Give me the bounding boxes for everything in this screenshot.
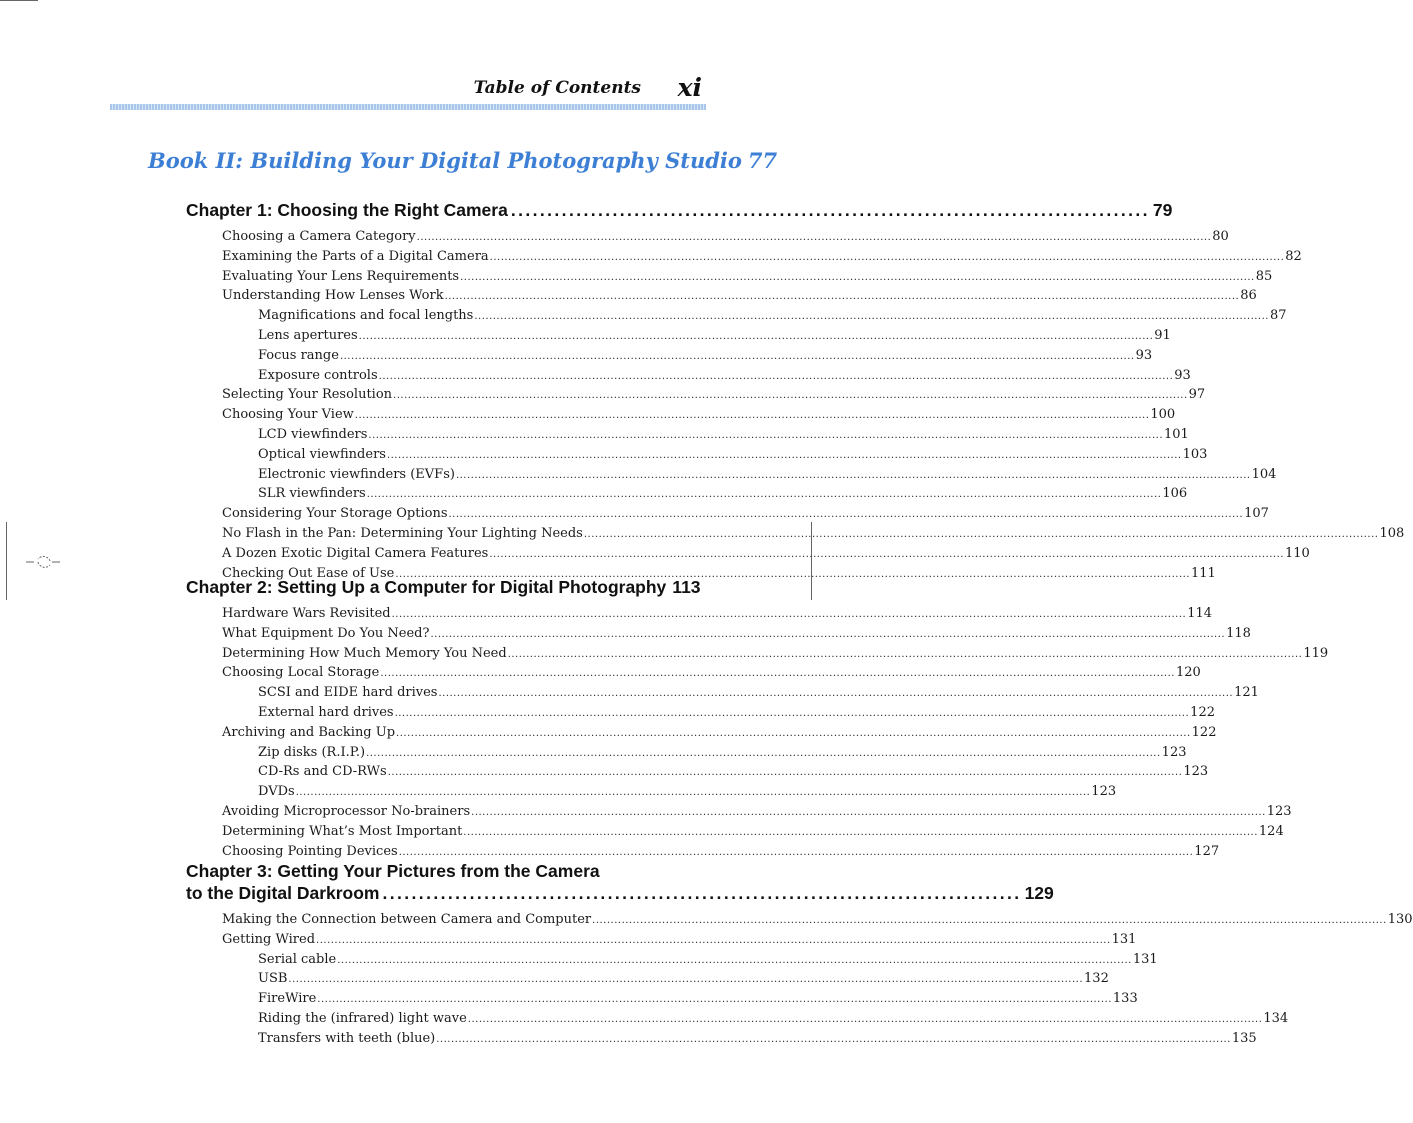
entry-page: 118 <box>1226 625 1251 641</box>
entry-label: What Equipment Do You Need? <box>222 625 430 641</box>
entry-leader <box>317 991 1112 1010</box>
entry-leader <box>359 328 1154 347</box>
entry-leader <box>396 725 1191 744</box>
entry-page: 106 <box>1162 486 1188 502</box>
entry-leader <box>316 932 1111 951</box>
entry-label: Electronic viewfinders (EVFs) <box>258 466 455 482</box>
chapter-title: Chapter 1: Choosing the Right Camera <box>186 200 508 220</box>
toc-entry[interactable] <box>222 545 1310 565</box>
crop-mark-left <box>6 522 7 600</box>
toc-entry[interactable] <box>222 645 1329 665</box>
entry-page: 104 <box>1251 466 1277 482</box>
chapter-page: 113 <box>672 577 701 597</box>
entry-page: 93 <box>1135 347 1153 363</box>
entry-leader <box>288 971 1083 990</box>
toc-entry[interactable] <box>222 931 1137 951</box>
chapter-heading-2[interactable] <box>186 576 700 598</box>
entry-page: 85 <box>1255 268 1273 284</box>
chapter-heading-3[interactable] <box>186 860 1054 904</box>
toc-subentry[interactable] <box>222 327 1171 347</box>
entry-page: 97 <box>1188 387 1206 403</box>
toc-subentry[interactable] <box>222 990 1138 1010</box>
entry-page: 134 <box>1263 1010 1289 1026</box>
entry-label: External hard drives <box>258 704 394 720</box>
entry-label: A Dozen Exotic Digital Camera Features <box>222 545 489 561</box>
entry-page: 130 <box>1387 912 1413 927</box>
entry-label: Zip disks (R.I.P.) <box>258 744 366 760</box>
entry-leader <box>395 705 1190 724</box>
entry-leader <box>456 467 1251 486</box>
toc-subentry[interactable] <box>222 684 1259 704</box>
entry-leader <box>436 1031 1231 1050</box>
entry-label: Serial cable <box>258 951 337 967</box>
entry-leader <box>340 348 1135 367</box>
entry-page: 122 <box>1191 724 1217 740</box>
entry-label: Considering Your Storage Options <box>222 506 448 522</box>
entry-label: Hardware Wars Revisited <box>222 606 391 621</box>
running-head <box>110 73 706 102</box>
entry-label: Understanding How Lenses Work <box>222 288 444 304</box>
entry-label: Archiving and Backing Up <box>222 724 396 740</box>
entry-label: Optical viewfinders <box>258 446 386 462</box>
chapter-3-entries <box>222 911 1413 1050</box>
entry-label: Choosing Your View <box>222 407 354 423</box>
chapter-title: Chapter 2: Setting Up a Computer for Digital Photography <box>186 577 667 597</box>
entry-label: SCSI and EIDE hard drives <box>258 685 438 701</box>
entry-leader <box>460 269 1255 288</box>
entry-page: 80 <box>1212 229 1229 244</box>
entry-leader <box>463 824 1258 843</box>
toc-entry[interactable] <box>222 228 1229 248</box>
chapter-leader: ........................................................................................ <box>382 883 1022 903</box>
entry-label: Exposure controls <box>258 367 378 383</box>
entry-leader <box>387 447 1182 466</box>
toc-entry[interactable] <box>222 525 1405 545</box>
entry-leader <box>438 685 1233 704</box>
toc-entry[interactable] <box>222 724 1217 744</box>
entry-leader <box>296 784 1091 803</box>
toc-subentry[interactable] <box>222 347 1153 367</box>
entry-page: 127 <box>1194 843 1220 859</box>
entry-leader <box>392 606 1187 625</box>
entry-page: 108 <box>1379 525 1405 541</box>
crop-mark-top <box>0 0 38 1</box>
chapter-page: 79 <box>1152 200 1173 220</box>
chapter-2-entries <box>222 605 1329 862</box>
toc-entry[interactable] <box>222 505 1269 525</box>
entry-leader <box>388 764 1183 783</box>
toc-entry[interactable] <box>222 803 1292 823</box>
toc-subentry[interactable] <box>222 485 1188 505</box>
entry-page: 93 <box>1174 367 1191 383</box>
entry-page: 107 <box>1244 506 1269 522</box>
toc-entry[interactable] <box>222 386 1206 406</box>
entry-leader <box>508 646 1303 665</box>
entry-page: 123 <box>1091 784 1117 800</box>
entry-label: Lens apertures <box>258 327 358 343</box>
book-title: Book II: Building Your Digital Photography Studio <box>148 148 742 173</box>
toc-subentry[interactable] <box>222 744 1187 764</box>
entry-leader <box>592 912 1387 931</box>
entry-page: 123 <box>1183 764 1209 780</box>
entry-page: 123 <box>1161 744 1187 760</box>
entry-leader <box>489 546 1284 565</box>
entry-leader <box>445 288 1240 307</box>
toc-subentry[interactable] <box>222 970 1109 990</box>
entry-page: 119 <box>1303 645 1329 661</box>
registration-mark-icon <box>22 548 62 572</box>
entry-page: 131 <box>1132 951 1158 967</box>
entry-page: 121 <box>1234 685 1259 701</box>
entry-label: Checking Out Ease of Use <box>222 565 395 581</box>
entry-leader <box>355 407 1150 426</box>
entry-leader <box>337 952 1132 971</box>
entry-label: Determining What’s Most Important <box>222 823 463 839</box>
toc-subentry[interactable] <box>222 367 1191 387</box>
entry-page: 87 <box>1269 308 1287 324</box>
entry-label: Choosing Pointing Devices <box>222 843 398 859</box>
chapter-page: 129 <box>1024 883 1054 903</box>
toc-entry[interactable] <box>222 287 1257 307</box>
toc-subentry[interactable] <box>222 466 1277 486</box>
entry-page: 114 <box>1187 606 1213 621</box>
entry-page: 120 <box>1175 665 1201 681</box>
entry-page: 82 <box>1285 248 1302 264</box>
entry-label: Focus range <box>258 347 339 363</box>
entry-leader <box>368 427 1163 446</box>
entry-label: DVDs <box>258 784 295 800</box>
entry-label: Choosing a Camera Category <box>222 229 416 244</box>
book-heading[interactable] <box>148 148 778 178</box>
entry-leader <box>474 308 1269 327</box>
entry-leader <box>367 486 1162 505</box>
entry-page: 131 <box>1111 931 1137 947</box>
entry-leader <box>380 665 1175 684</box>
entry-page: 133 <box>1112 991 1138 1007</box>
toc-entry[interactable] <box>222 625 1251 645</box>
toc-subentry[interactable] <box>222 307 1287 327</box>
entry-leader <box>584 526 1379 545</box>
entry-page: 101 <box>1164 426 1189 442</box>
entry-page: 86 <box>1240 288 1257 304</box>
entry-label: Selecting Your Resolution <box>222 387 393 403</box>
entry-label: Determining How Much Memory You Need <box>222 645 507 661</box>
toc-entry[interactable] <box>222 911 1413 931</box>
entry-leader <box>490 249 1285 268</box>
toc-entry[interactable] <box>222 248 1302 268</box>
entry-label: Riding the (infrared) light wave <box>258 1010 467 1026</box>
entry-label: FireWire <box>258 991 317 1007</box>
page-number: xi <box>677 73 702 102</box>
entry-label: Magnifications and focal lengths <box>258 308 474 324</box>
toc-entry[interactable] <box>222 664 1201 684</box>
entry-page: 91 <box>1154 327 1171 343</box>
running-head-title: Table of Contents <box>473 78 641 98</box>
toc-subentry[interactable] <box>222 763 1209 783</box>
entry-leader <box>366 745 1161 764</box>
chapter-title-continued: to the Digital Darkroom <box>186 883 380 903</box>
chapter-1-entries <box>222 228 1405 584</box>
toc-subentry[interactable] <box>222 1010 1289 1030</box>
book-page: 77 <box>747 148 778 173</box>
entry-label: LCD viewfinders <box>258 426 368 442</box>
entry-page: 132 <box>1084 971 1109 987</box>
entry-leader <box>471 804 1266 823</box>
entry-leader <box>449 506 1244 525</box>
entry-page: 103 <box>1182 446 1208 462</box>
entry-label: No Flash in the Pan: Determining Your Lighting Needs <box>222 525 583 541</box>
entry-leader <box>468 1011 1263 1030</box>
entry-page: 123 <box>1266 803 1292 819</box>
chapter-title: Chapter 3: Getting Your Pictures from the Camera <box>186 861 600 881</box>
entry-page: 135 <box>1231 1030 1257 1046</box>
entry-label: Making the Connection between Camera and Computer <box>222 912 592 927</box>
toc-entry[interactable] <box>222 605 1213 625</box>
entry-page: 124 <box>1258 823 1284 839</box>
entry-leader <box>379 368 1174 387</box>
entry-page: 110 <box>1284 545 1310 561</box>
chapter-heading-1[interactable] <box>186 199 1173 221</box>
toc-subentry[interactable] <box>222 1030 1257 1050</box>
entry-label: USB <box>258 971 288 987</box>
entry-page: 100 <box>1150 407 1176 423</box>
entry-label: Evaluating Your Lens Requirements <box>222 268 460 284</box>
entry-leader <box>417 229 1212 248</box>
entry-page: 111 <box>1190 565 1216 581</box>
toc-subentry[interactable] <box>222 446 1208 466</box>
entry-leader <box>430 626 1225 645</box>
entry-page: 122 <box>1190 704 1215 720</box>
toc-entry[interactable] <box>222 406 1176 426</box>
toc-subentry[interactable] <box>222 783 1117 803</box>
header-rule <box>110 104 706 110</box>
entry-label: SLR viewfinders <box>258 486 366 502</box>
entry-label: Choosing Local Storage <box>222 665 380 681</box>
entry-label: Getting Wired <box>222 931 316 947</box>
entry-leader <box>393 387 1188 406</box>
chapter-leader: ........................................................................................ <box>510 200 1150 220</box>
toc-subentry[interactable] <box>222 951 1158 971</box>
entry-label: Transfers with teeth (blue) <box>258 1030 436 1046</box>
entry-label: Examining the Parts of a Digital Camera <box>222 248 489 264</box>
toc-entry[interactable] <box>222 268 1273 288</box>
toc-entry[interactable] <box>222 823 1284 843</box>
entry-label: Avoiding Microprocessor No-brainers <box>222 803 471 819</box>
toc-subentry[interactable] <box>222 704 1215 724</box>
toc-subentry[interactable] <box>222 426 1189 446</box>
entry-label: CD-Rs and CD-RWs <box>258 764 387 780</box>
